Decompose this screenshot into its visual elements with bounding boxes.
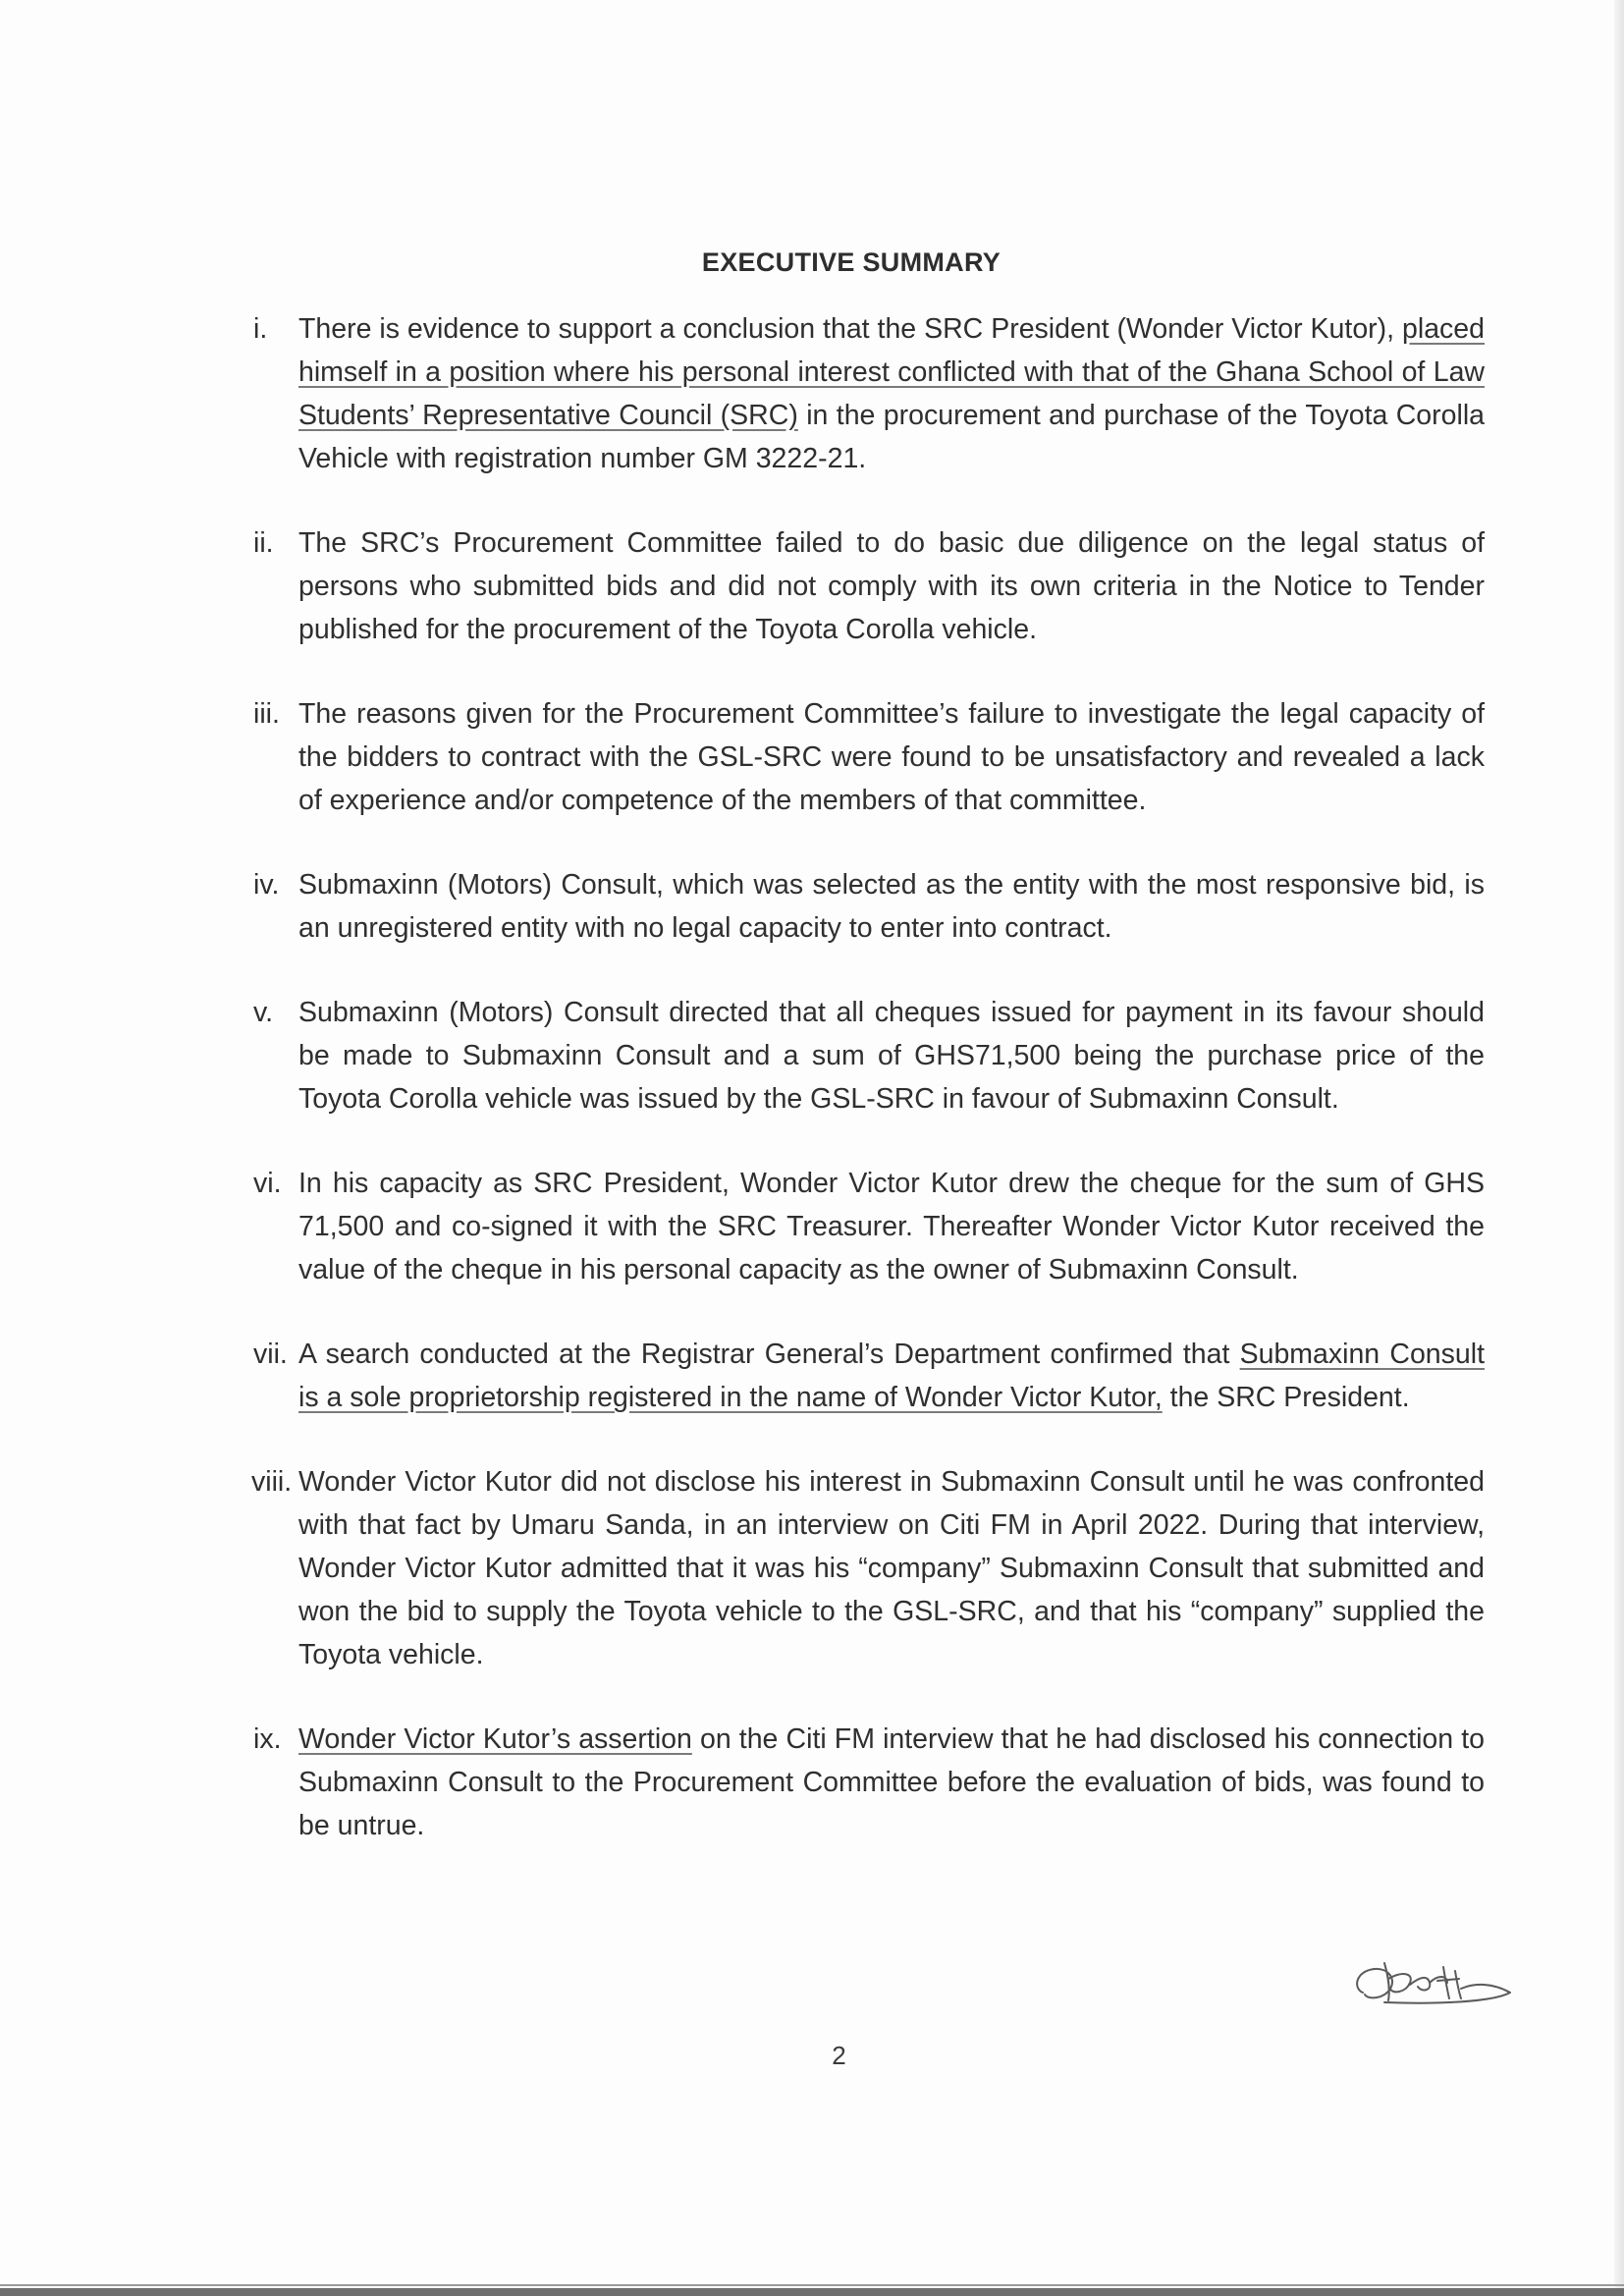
summary-item-i bbox=[247, 307, 1485, 480]
item-number: iii. bbox=[253, 698, 280, 730]
item-text: the SRC President. bbox=[1162, 1382, 1410, 1413]
item-number: viii. bbox=[251, 1466, 293, 1498]
item-number: ix. bbox=[253, 1723, 282, 1755]
item-text: Submaxinn (Motors) Consult directed that all cheques issued for payment in its favour should be made to Submaxinn Consult and a sum of GHS71,500 being the purchase price of the Toyota Corolla vehicle was issued by the GSL-SRC in favour of Submaxinn Consult. bbox=[298, 997, 1485, 1115]
item-number: vii. bbox=[253, 1339, 288, 1370]
item-text: in the procurement and purchase of the Toyota Corolla Vehicle with registration number GM 3222-21. bbox=[298, 400, 1486, 474]
item-number: i. bbox=[253, 313, 268, 345]
item-number: ii. bbox=[253, 527, 274, 559]
item-text: The SRC’s Procurement Committee failed to do basic due diligence on the legal status of persons who submitted bids and did not comply with its own criteria in the Notice to Tender published for the procurement of the Toyota Corolla vehicle. bbox=[298, 527, 1485, 645]
bottom-scan-line bbox=[0, 2284, 1624, 2286]
summary-item-ii bbox=[247, 521, 1485, 651]
item-text: on the Citi FM interview that he had disclosed his connection to Submaxinn Consult to the Procurement Committee before the evaluation of bids, was found to be untrue. bbox=[298, 1723, 1485, 1841]
item-underlined-text: Wonder Victor Kutor’s assertion bbox=[298, 1723, 692, 1755]
handwritten-signature bbox=[1345, 1949, 1527, 2018]
item-number: iv. bbox=[253, 869, 280, 901]
item-number: v. bbox=[253, 997, 274, 1028]
item-text: A search conducted at the Registrar General’s Department confirmed that bbox=[298, 1339, 1240, 1370]
item-text: The reasons given for the Procurement Committee’s failure to investigate the legal capacity of the bidders to contract with the GSL-SRC were found to be unsatisfactory and revealed a lack of experience and/or competence of the members of that committee. bbox=[298, 698, 1485, 816]
summary-item-v bbox=[247, 991, 1485, 1121]
item-number: vi. bbox=[253, 1168, 282, 1199]
summary-item-viii bbox=[247, 1460, 1485, 1676]
summary-item-iv bbox=[247, 863, 1485, 950]
item-text: There is evidence to support a conclusion that the SRC President (Wonder Victor Kutor), bbox=[298, 313, 1403, 345]
summary-item-vii bbox=[247, 1333, 1485, 1419]
page-number: 2 bbox=[832, 2041, 846, 2070]
item-text: Wonder Victor Kutor did not disclose his interest in Submaxinn Consult until he was confronted with that fact by Umaru Sanda, in an interview on Citi FM in April 2022. During that interview, Wonder Victor Kutor admitted that it was his “company” Submaxinn Consult that submitted and won the bid to supply the Toyota vehicle to the GSL-SRC, and that his “company” supplied the Toyota vehicle. bbox=[298, 1466, 1485, 1670]
item-text: In his capacity as SRC President, Wonder Victor Kutor drew the cheque for the sum of GHS 71,500 and co-signed it with the SRC Treasurer. Thereafter Wonder Victor Kutor received the value of the cheque in his personal capacity as the owner of Submaxinn Consult. bbox=[298, 1168, 1485, 1285]
item-underlined-text: Submaxinn Consult is a sole proprietorship registered in the name of Wonder Victor Kutor, bbox=[298, 1339, 1485, 1413]
page-edge-shadow bbox=[1614, 0, 1624, 2296]
summary-list bbox=[247, 307, 1485, 1888]
item-text: Submaxinn (Motors) Consult, which was selected as the entity with the most responsive bid, is an unregistered entity with no legal capacity to enter into contract. bbox=[298, 869, 1485, 944]
summary-item-vi bbox=[247, 1162, 1485, 1291]
summary-item-ix bbox=[247, 1718, 1485, 1847]
summary-item-iii bbox=[247, 692, 1485, 822]
page-title: EXECUTIVE SUMMARY bbox=[701, 247, 1001, 277]
bottom-scan-edge bbox=[0, 2288, 1624, 2296]
item-underlined-text: placed himself in a position where his personal interest conflicted with that of the Ghana School of Law Students’ Representative Council (SRC) bbox=[298, 313, 1485, 431]
